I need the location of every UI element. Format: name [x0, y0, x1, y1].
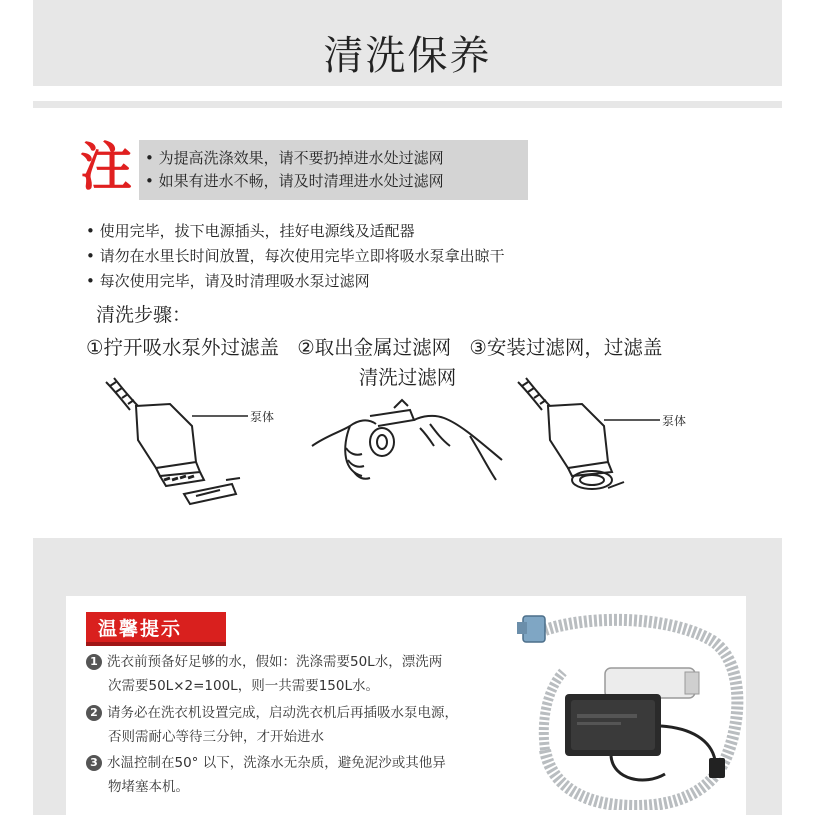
note-line-1: • 为提高洗涤效果，请不要扔掉进水处过滤网 — [145, 149, 444, 167]
tip-2-line-1: 请务必在洗衣机设置完成，启动洗衣机后再插吸水泵电源， — [107, 705, 458, 721]
step-3: ③安装过滤网，过滤盖 — [469, 336, 663, 359]
tip-item-1 — [86, 650, 442, 698]
tip-3-line-1: 水温控制在50° 以下，洗涤水无杂质，避免泥沙或其他异 — [107, 755, 446, 771]
note-mark: 注 — [80, 137, 133, 198]
tip-item-3 — [86, 751, 446, 799]
tip-3-line-2: 物堵塞本机。 — [108, 779, 189, 795]
usage-line-1: • 使用完毕，拔下电源插头，挂好电源线及适配器 — [86, 222, 415, 240]
tips-badge-shadow — [86, 642, 226, 646]
usage-list — [86, 219, 505, 294]
tips-badge: 温馨提示 — [86, 612, 226, 642]
header-divider — [33, 101, 782, 108]
usage-line-3: • 每次使用完毕，请及时清理吸水泵过滤网 — [86, 272, 370, 290]
usage-line-2: • 请勿在水里长时间放置，每次使用完毕立即将吸水泵拿出晾干 — [86, 247, 505, 265]
step-2: ②取出金属过滤网 — [297, 336, 452, 359]
tip-2-line-2: 否则需耐心等待三分钟，才开始进水 — [108, 729, 324, 745]
step-2-continuation: 清洗过滤网 — [358, 366, 457, 389]
page-title: 清洗保养 — [323, 33, 492, 79]
tip-1-line-1: 洗衣前预备好足够的水，假如：洗涤需要50L水，漂洗两 — [107, 654, 443, 670]
note-line-2: • 如果有进水不畅，请及时清理进水处过滤网 — [145, 172, 444, 190]
tip-number-3: 3 — [86, 755, 102, 771]
tip-1-line-2: 次需要50L×2=100L，则一共需要150L水。 — [108, 678, 379, 694]
tip-item-2 — [86, 701, 458, 749]
steps-title: 清洗步骤： — [96, 304, 192, 326]
tip-number-2: 2 — [86, 705, 102, 721]
pump-assemble-illustration — [512, 376, 687, 516]
pump-unscrew-illustration — [100, 376, 275, 516]
steps-list — [86, 332, 746, 360]
step-1: ①拧开吸水泵外过滤盖 — [86, 336, 279, 359]
hands-remove-filter-illustration — [310, 396, 505, 496]
pump-product-image — [515, 610, 745, 814]
pump-body-label-left: 泵体 — [250, 410, 275, 424]
tip-number-1: 1 — [86, 654, 102, 670]
pump-body-label-right: 泵体 — [662, 414, 687, 428]
header-band — [33, 0, 782, 86]
note-box — [139, 140, 528, 200]
